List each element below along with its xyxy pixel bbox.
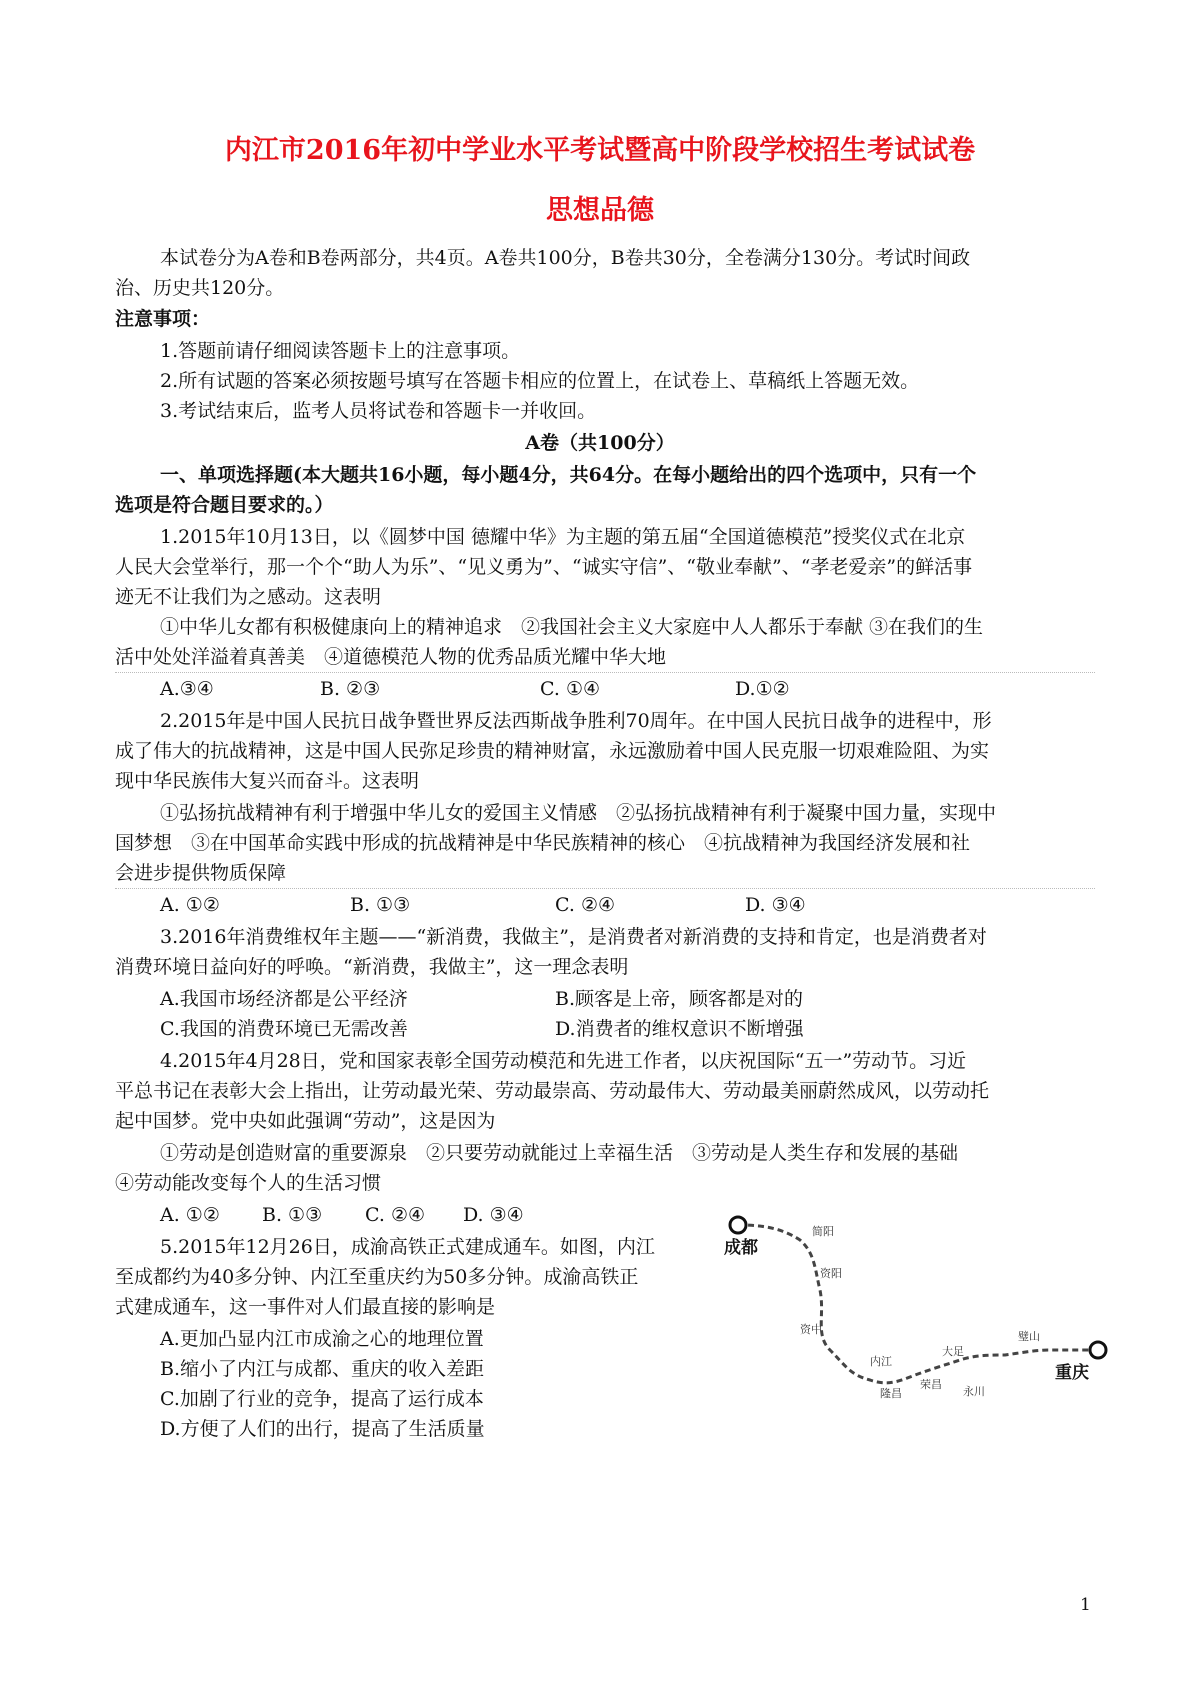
q5-option-d: D.方便了人们的出行，提高了生活质量 xyxy=(160,1418,485,1440)
station-rongchang: 荣昌 xyxy=(920,1378,942,1391)
notes-heading: 注意事项： xyxy=(115,308,211,330)
q3-stem-line-1: 3.2016年消费维权年主题——“新消费，我做主”，是消费者对新消费的支持和肯定，也是消费者对 xyxy=(160,926,987,948)
q1-option-d: D.①② xyxy=(735,678,790,700)
note-item-3: 3.考试结束后，监考人员将试卷和答题卡一并收回。 xyxy=(160,400,597,422)
q5-stem-line-3: 式建成通车，这一事件对人们最直接的影响是 xyxy=(115,1296,496,1318)
note-item-2: 2.所有试题的答案必须按题号填写在答题卡相应的位置上，在试卷上、草稿纸上答题无效。 xyxy=(160,370,920,392)
station-dazu: 大足 xyxy=(942,1345,964,1358)
q4-option-c: C. ②④ xyxy=(365,1204,426,1226)
station-yongchuan: 永川 xyxy=(963,1385,985,1398)
q2-statement-line-2: 国梦想 ③在中国革命实践中形成的抗战精神是中华民族精神的核心 ④抗战精神为我国经济发展和社 xyxy=(115,832,971,854)
q4-stem-line-3: 起中国梦。党中央如此强调“劳动”，这是因为 xyxy=(115,1110,496,1132)
station-neijiang: 内江 xyxy=(870,1355,892,1368)
q2-stem-line-1: 2.2015年是中国人民抗日战争暨世界反法西斯战争胜利70周年。在中国人民抗日战争的进程中，形 xyxy=(160,710,992,732)
q1-stem-line-1: 1.2015年10月13日，以《圆梦中国 德耀中华》为主题的第五届“全国道德模范”授奖仪式在北京 xyxy=(160,526,966,548)
station-bishan: 璧山 xyxy=(1018,1330,1040,1343)
q3-option-c: C.我国的消费环境已无需改善 xyxy=(160,1018,408,1040)
q3-option-b: B.顾客是上帝，顾客都是对的 xyxy=(555,988,804,1010)
railway-line xyxy=(738,1225,1092,1383)
q5-stem-line-1: 5.2015年12月26日，成渝高铁正式建成通车。如图，内江 xyxy=(160,1236,655,1258)
q4-statement-line-1: ①劳动是创造财富的重要源泉 ②只要劳动就能过上幸福生活 ③劳动是人类生存和发展的基础 xyxy=(160,1142,959,1164)
q5-option-a: A.更加凸显内江市成渝之心的地理位置 xyxy=(160,1328,484,1350)
end-station-marker xyxy=(1090,1342,1106,1358)
map-start-label: 成都 xyxy=(724,1238,758,1258)
q1-stem-line-3: 迹无不让我们为之感动。这表明 xyxy=(115,586,382,608)
note-item-1: 1.答题前请仔细阅读答题卡上的注意事项。 xyxy=(160,340,521,362)
q5-option-c: C.加剧了行业的竞争，提高了运行成本 xyxy=(160,1388,484,1410)
q4-stem-line-1: 4.2015年4月28日，党和国家表彰全国劳动模范和先进工作者，以庆祝国际“五一”劳动节。习近 xyxy=(160,1050,967,1072)
q1-statement-line-1: ①中华儿女都有积极健康向上的精神追求 ②我国社会主义大家庭中人人都乐于奉献 ③在我们的生 xyxy=(160,616,984,638)
q4-statement-line-2: ④劳动能改变每个人的生活习惯 xyxy=(115,1172,382,1194)
intro-line-2: 治、历史共120分。 xyxy=(115,277,285,299)
q3-option-d: D.消费者的维权意识不断增强 xyxy=(555,1018,804,1040)
part1-instruction-1: 一、单项选择题(本大题共16小题，每小题4分，共64分。在每小题给出的四个选项中，只有一个 xyxy=(160,464,977,486)
station-longchang: 隆昌 xyxy=(880,1387,902,1400)
q4-option-b: B. ①③ xyxy=(262,1204,323,1226)
q2-option-c: C. ②④ xyxy=(555,894,616,916)
q3-stem-line-2: 消费环境日益向好的呼唤。“新消费，我做主”，这一理念表明 xyxy=(115,956,629,978)
q4-option-a: A. ①② xyxy=(160,1204,220,1226)
q5-option-b: B.缩小了内江与成都、重庆的收入差距 xyxy=(160,1358,485,1380)
q2-option-b: B. ①③ xyxy=(350,894,411,916)
q2-statement-line-3: 会进步提供物质保障 xyxy=(115,858,1095,889)
q1-option-c: C. ①④ xyxy=(540,678,601,700)
q2-stem-line-3: 现中华民族伟大复兴而奋斗。这表明 xyxy=(115,770,420,792)
station-jianyang: 简阳 xyxy=(812,1225,834,1238)
q2-statement-line-1: ①弘扬抗战精神有利于增强中华儿女的爱国主义情感 ②弘扬抗战精神有利于凝聚中国力量，实现中 xyxy=(160,802,997,824)
q2-stem-line-2: 成了伟大的抗战精神，这是中国人民弥足珍贵的精神财富，永远激励着中国人民克服一切艰难险阻、为实 xyxy=(115,740,990,762)
railway-map xyxy=(720,1195,1120,1435)
page-number: 1 xyxy=(1080,1595,1091,1615)
section-a-heading: A卷（共100分） xyxy=(525,432,675,454)
intro-line-1: 本试卷分为A卷和B卷两部分，共4页。A卷共100分，B卷共30分，全卷满分130分。考试时间政 xyxy=(160,247,971,269)
station-ziyang: 资阳 xyxy=(820,1267,842,1280)
q4-stem-line-2: 平总书记在表彰大会上指出，让劳动最光荣、劳动最崇高、劳动最伟大、劳动最美丽蔚然成风，以劳动托 xyxy=(115,1080,990,1102)
q1-statement-line-2: 活中处处洋溢着真善美 ④道德模范人物的优秀品质光耀中华大地 xyxy=(115,642,1095,673)
exam-title: 内江市2016年初中学业水平考试暨高中阶段学校招生考试试卷 xyxy=(224,135,976,166)
q2-option-d: D. ③④ xyxy=(745,894,806,916)
q1-option-a: A.③④ xyxy=(160,678,214,700)
q5-stem-line-2: 至成都约为40多分钟、内江至重庆约为50多分钟。成渝高铁正 xyxy=(115,1266,639,1288)
q4-option-d: D. ③④ xyxy=(463,1204,524,1226)
q1-stem-line-2: 人民大会堂举行，那一个个“助人为乐”、“见义勇为”、“诚实守信”、“敬业奉献”、“孝老爱亲”的鲜活事 xyxy=(115,556,973,578)
start-station-marker xyxy=(730,1217,746,1233)
subject-title: 思想品德 xyxy=(546,195,654,226)
map-end-label: 重庆 xyxy=(1055,1363,1089,1383)
q1-option-b: B. ②③ xyxy=(320,678,381,700)
part1-instruction-2: 选项是符合题目要求的。） xyxy=(115,494,334,516)
q3-option-a: A.我国市场经济都是公平经济 xyxy=(160,988,408,1010)
station-zizhong: 资中 xyxy=(800,1323,822,1336)
q2-option-a: A. ①② xyxy=(160,894,220,916)
